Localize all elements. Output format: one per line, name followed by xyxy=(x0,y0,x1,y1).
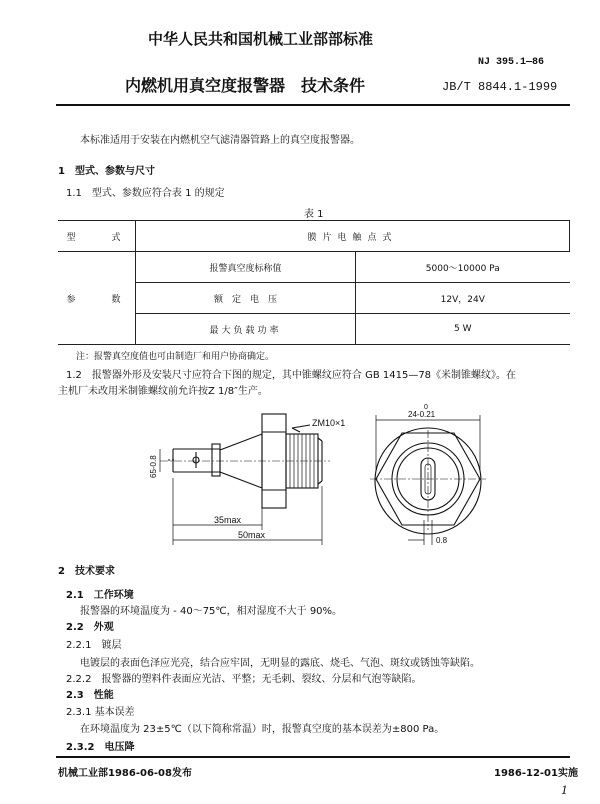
dim-35: 35max xyxy=(214,515,242,525)
table-note: 注：报警真空度值也可由制造厂和用户协商确定。 xyxy=(76,352,275,362)
clause-2-3: 2.3 性能 xyxy=(66,690,114,701)
type-label-cell: 型 式 xyxy=(58,221,136,252)
type-value-cell: 膜片电触点式 xyxy=(136,221,570,252)
clause-2-3-2: 2.3.2 电压降 xyxy=(66,742,135,753)
dim-50: 50max xyxy=(238,530,266,540)
footer-rule xyxy=(56,756,570,758)
section-1-heading: 1 型式、参数与尺寸 xyxy=(58,166,155,177)
clause-2-2-1: 2.2.1 镀层 xyxy=(66,640,122,651)
table-row: 最大负载功率 xyxy=(136,314,356,345)
issued-date: 机械工业部1986-06-08发布 xyxy=(58,768,192,779)
thread-label: ZM10×1 xyxy=(312,418,346,428)
clause-2-1-text: 报警器的环境温度为 - 40～75℃，相对湿度不大于 90%。 xyxy=(80,606,343,617)
clause-2-1: 2.1 工作环境 xyxy=(66,590,134,601)
table-row: 报警真空度标称值 xyxy=(136,252,356,283)
clause-2-2-1-text: 电镀层的表面色泽应光亮，结合应牢固，无明显的露底、烧毛、气泡、斑纹或锈蚀等缺陷。 xyxy=(80,658,480,669)
dim-08: 0.8 xyxy=(436,536,448,545)
table-row-value: 12V，24V xyxy=(356,283,570,314)
param-label-cell: 参 数 xyxy=(58,252,136,345)
table-row-value: 5 W xyxy=(356,314,570,345)
clause-1-2-line2: 主机厂未改用米制锥螺纹前允许按Z 1/8″生产。 xyxy=(58,386,268,397)
document-title: 内燃机用真空度报警器 技术条件 xyxy=(125,76,366,95)
clause-2-3-1-text: 在环境温度为 23±5℃（以下简称常温）时，报警真空度的基本误差为±800 Pa。 xyxy=(80,724,445,735)
table-caption: 表 1 xyxy=(304,209,324,220)
clause-2-2-2: 2.2.2 报警器的塑料件表面应光洁、平整；无毛刺、裂纹、分层和气泡等缺陷。 xyxy=(66,674,422,685)
dim-24: 24-0.21 xyxy=(408,410,436,419)
side-view xyxy=(160,414,330,545)
clause-1-2-line1: 1.2 报警器外形及安装尺寸应符合下图的规定，其中锥螺纹应符合 GB 1415—78《米制锥螺纹》。在 xyxy=(66,370,517,381)
page-number: 1 xyxy=(561,784,568,797)
org-title: 中华人民共和国机械工业部部标准 xyxy=(148,30,374,48)
section-2-heading: 2 技术要求 xyxy=(58,566,115,577)
clause-2-3-1: 2.3.1 基本误差 xyxy=(66,707,135,718)
table-row: 额 定 电 压 xyxy=(136,283,356,314)
intro-paragraph: 本标准适用于安装在内燃机空气滤清器管路上的真空度报警器。 xyxy=(80,135,360,146)
dim-diameter: 65-0.8 xyxy=(149,455,158,478)
clause-2-2: 2.2 外观 xyxy=(66,622,114,633)
table-row-value: 5000～10000 Pa xyxy=(356,252,570,283)
standard-code: JB/T 8844.1-1999 xyxy=(442,80,558,94)
effective-date: 1986-12-01实施 xyxy=(494,768,578,779)
front-view xyxy=(370,415,486,545)
old-standard-code: NJ 395.1—86 xyxy=(478,57,545,68)
dim-24-top: 0 xyxy=(424,404,428,411)
clause-1-1: 1.1 型式、参数应符合表 1 的规定 xyxy=(66,188,225,199)
